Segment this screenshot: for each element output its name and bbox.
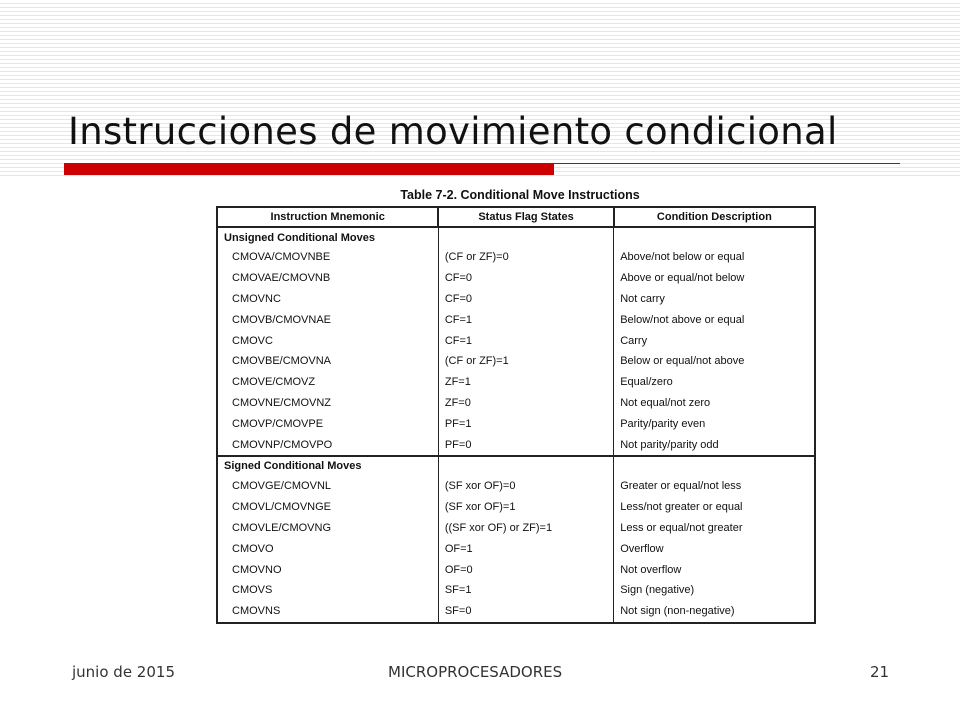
- title-accent-bar: [64, 163, 554, 175]
- section-desc-cell: [614, 227, 815, 247]
- condition-cell: Not overflow: [614, 559, 815, 580]
- page-number: 21: [870, 663, 890, 681]
- section-flag-cell: [438, 456, 613, 476]
- table-row: [217, 268, 815, 289]
- title-underline: [554, 163, 900, 164]
- table-row: [217, 330, 815, 351]
- flag-state-cell: CF=0: [438, 289, 613, 310]
- table-row: [217, 289, 815, 310]
- mnemonic-cell: CMOVO: [217, 538, 438, 559]
- table-row: [217, 309, 815, 330]
- flag-state-cell: CF=0: [438, 268, 613, 289]
- mnemonic-cell: CMOVA/CMOVNBE: [217, 247, 438, 268]
- mnemonic-cell: CMOVNS: [217, 601, 438, 623]
- table-row: [217, 497, 815, 518]
- flag-state-cell: PF=1: [438, 413, 613, 434]
- mnemonic-cell: CMOVGE/CMOVNL: [217, 476, 438, 497]
- mnemonic-cell: CMOVNC: [217, 289, 438, 310]
- mnemonic-cell: CMOVL/CMOVNGE: [217, 497, 438, 518]
- section-flag-cell: [438, 227, 613, 247]
- footer-date: junio de 2015: [72, 663, 175, 681]
- mnemonic-cell: CMOVBE/CMOVNA: [217, 351, 438, 372]
- condition-cell: Sign (negative): [614, 580, 815, 601]
- flag-state-cell: CF=1: [438, 330, 613, 351]
- table-caption: Table 7-2. Conditional Move Instructions: [400, 188, 640, 202]
- section-header-row: [217, 227, 815, 247]
- flag-state-cell: OF=0: [438, 559, 613, 580]
- table-row: [217, 559, 815, 580]
- condition-cell: Above/not below or equal: [614, 247, 815, 268]
- mnemonic-cell: CMOVNP/CMOVPO: [217, 434, 438, 456]
- mnemonic-cell: CMOVLE/CMOVNG: [217, 518, 438, 539]
- condition-cell: Greater or equal/not less: [614, 476, 815, 497]
- flag-state-cell: ZF=0: [438, 393, 613, 414]
- condition-cell: Less or equal/not greater: [614, 518, 815, 539]
- condition-cell: Overflow: [614, 538, 815, 559]
- mnemonic-cell: CMOVP/CMOVPE: [217, 413, 438, 434]
- condition-cell: Less/not greater or equal: [614, 497, 815, 518]
- condition-cell: Not parity/parity odd: [614, 434, 815, 456]
- flag-state-cell: PF=0: [438, 434, 613, 456]
- section-title: Signed Conditional Moves: [217, 456, 438, 476]
- condition-cell: Not equal/not zero: [614, 393, 815, 414]
- condition-cell: Not carry: [614, 289, 815, 310]
- mnemonic-cell: CMOVAE/CMOVNB: [217, 268, 438, 289]
- section-header-row: [217, 456, 815, 476]
- flag-state-cell: (CF or ZF)=0: [438, 247, 613, 268]
- table-row: [217, 434, 815, 456]
- condition-cell: Parity/parity even: [614, 413, 815, 434]
- table-row: [217, 476, 815, 497]
- table-row: [217, 351, 815, 372]
- table-body: [217, 227, 815, 623]
- mnemonic-cell: CMOVNO: [217, 559, 438, 580]
- condition-cell: Carry: [614, 330, 815, 351]
- section-title: Unsigned Conditional Moves: [217, 227, 438, 247]
- flag-state-cell: ((SF xor OF) or ZF)=1: [438, 518, 613, 539]
- flag-state-cell: SF=1: [438, 580, 613, 601]
- table-header-row: [217, 207, 815, 227]
- table-row: [217, 580, 815, 601]
- header-mnemonic: Instruction Mnemonic: [217, 207, 438, 227]
- header-condition: Condition Description: [614, 207, 815, 227]
- flag-state-cell: (SF xor OF)=0: [438, 476, 613, 497]
- table-row: [217, 518, 815, 539]
- mnemonic-cell: CMOVS: [217, 580, 438, 601]
- mnemonic-cell: CMOVB/CMOVNAE: [217, 309, 438, 330]
- table-row: [217, 413, 815, 434]
- flag-state-cell: ZF=1: [438, 372, 613, 393]
- header-flag-states: Status Flag States: [438, 207, 613, 227]
- section-desc-cell: [614, 456, 815, 476]
- condition-cell: Above or equal/not below: [614, 268, 815, 289]
- table-row: [217, 247, 815, 268]
- mnemonic-cell: CMOVNE/CMOVNZ: [217, 393, 438, 414]
- slide-title: Instrucciones de movimiento condicional: [68, 110, 838, 153]
- conditional-move-table: [216, 206, 816, 624]
- table-row: [217, 601, 815, 623]
- table-row: [217, 393, 815, 414]
- flag-state-cell: (CF or ZF)=1: [438, 351, 613, 372]
- condition-cell: Below/not above or equal: [614, 309, 815, 330]
- flag-state-cell: SF=0: [438, 601, 613, 623]
- condition-cell: Equal/zero: [614, 372, 815, 393]
- flag-state-cell: CF=1: [438, 309, 613, 330]
- condition-cell: Below or equal/not above: [614, 351, 815, 372]
- mnemonic-cell: CMOVC: [217, 330, 438, 351]
- table-row: [217, 372, 815, 393]
- flag-state-cell: (SF xor OF)=1: [438, 497, 613, 518]
- mnemonic-cell: CMOVE/CMOVZ: [217, 372, 438, 393]
- condition-cell: Not sign (non-negative): [614, 601, 815, 623]
- table-row: [217, 538, 815, 559]
- flag-state-cell: OF=1: [438, 538, 613, 559]
- footer-title: MICROPROCESADORES: [388, 663, 563, 681]
- table-figure: [200, 180, 840, 632]
